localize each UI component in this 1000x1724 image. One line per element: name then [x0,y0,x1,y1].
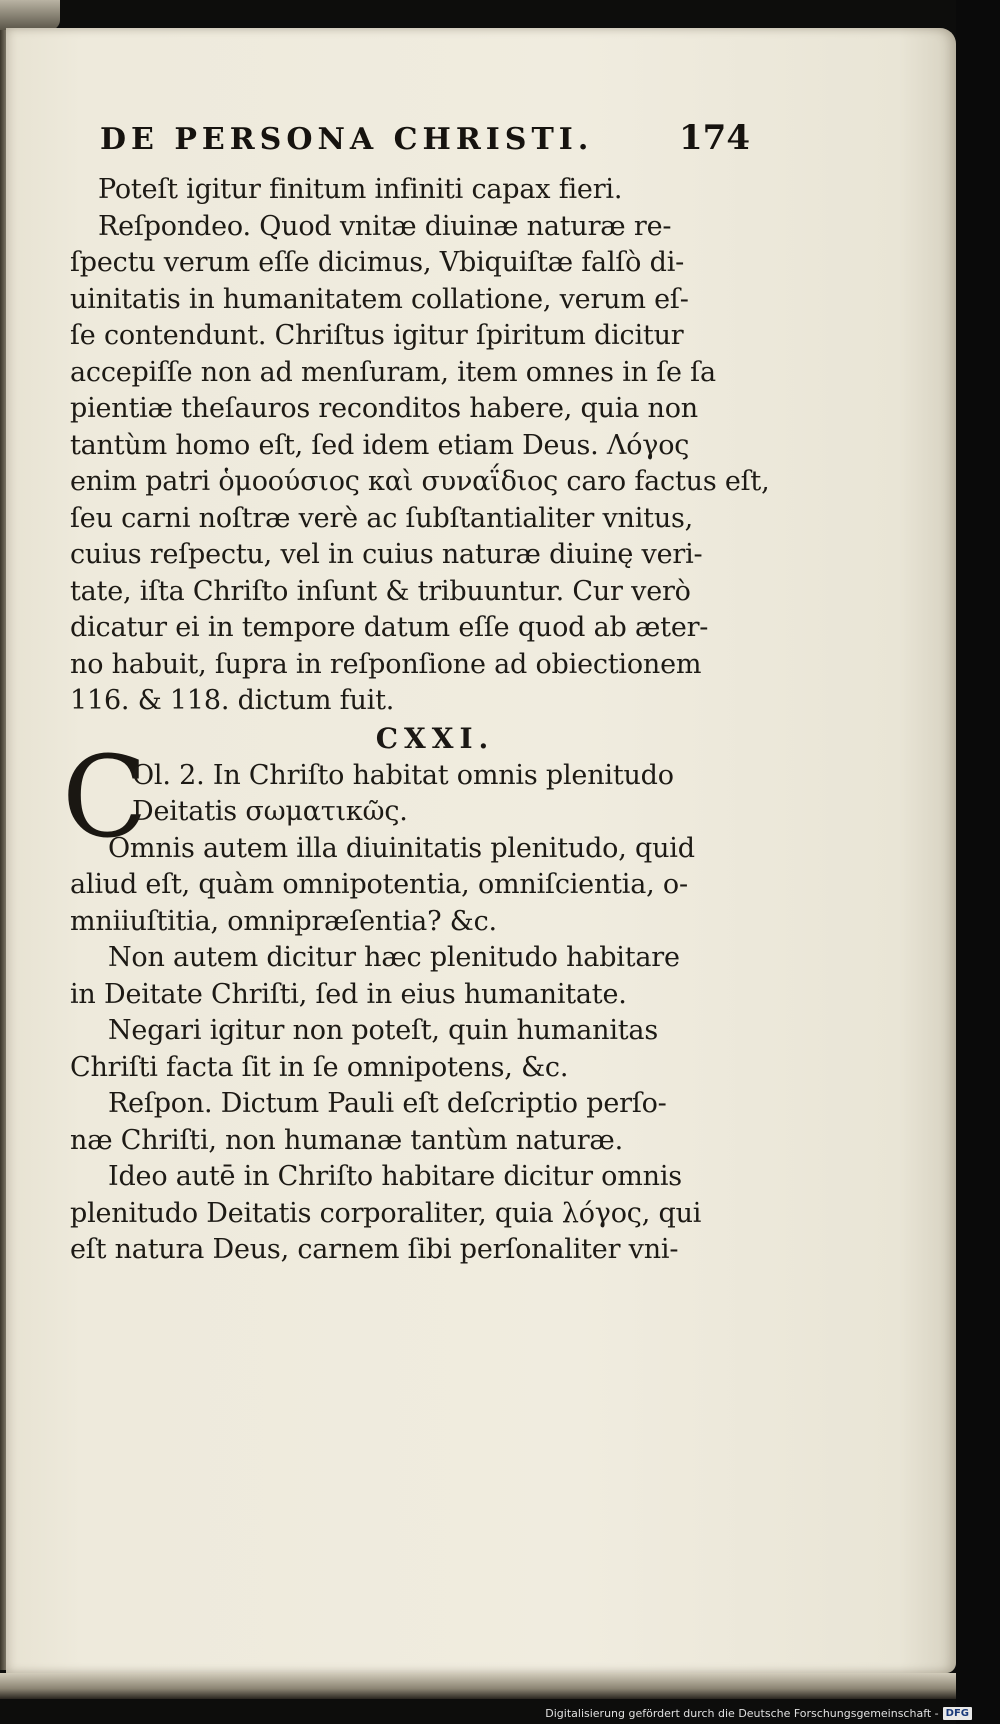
background-right [956,0,1000,1724]
text-line: cuius reſpectu, vel in cuius naturæ diuinę veri- [70,539,703,570]
text-line: pientiæ theſauros reconditos habere, quia non [70,393,698,424]
book-edge-bottom [0,1673,956,1699]
text-line: plenitudo Deitatis corporaliter, quia λόγος, qui [70,1197,702,1229]
text-line: 116. & 118. dictum fuit. [70,685,395,716]
dfg-logo: DFG [943,1707,972,1720]
text-line: næ Chriſti, non humanæ tantùm naturæ. [70,1124,623,1156]
book-edge-top [0,0,60,30]
section-number: CXXI. [375,721,495,755]
text-line: no habuit, ſupra in reſponſione ad obiectionem [70,648,702,680]
text-line: ſeu carni noſtræ verè ac ſubſtantialiter vnitus, [70,502,694,534]
text-line: Negari igitur non poteſt, quin humanitas [108,1015,658,1046]
text-line: Reſpondeo. Quod vnitæ diuinæ naturæ re- [98,210,672,242]
text-line: dicatur ei in tempore datum eſſe quod ab æter- [70,612,709,643]
text-line: tate, iſta Chriſto inſunt & tribuuntur. Cur verò [70,575,691,607]
text-line: in Deitate Chriſti, ſed in eius humanitate. [70,978,627,1010]
page-number: 174 [679,118,750,158]
section-body [70,831,750,1269]
text-line: eſt natura Deus, carnem ſibi perſonaliter vni- [70,1234,679,1265]
text-line: mniiuſtitia, omnipræſentia? &c. [70,905,497,937]
text-line: enim patri ὁμοούσιος καὶ συναΐδιος caro factus eſt, [70,466,770,497]
text-line: Omnis autem illa diuinitatis plenitudo, quid [108,832,695,864]
text-line: Poteſt igitur finitum infiniti capax fieri. [98,174,623,205]
text-line: aliud eſt, quàm omnipotentia, omniſcientia, o- [70,869,688,900]
text-line: Ideo autē in Chriſto habitare dicitur omnis [108,1161,682,1192]
text-line: Ol. 2. In Chriſto habitat omnis plenitudo [132,759,674,791]
paragraph-response [70,172,770,720]
text-line: Chriſti facta ſit in ſe omnipotens, &c. [70,1051,569,1083]
digitization-credit [545,1707,972,1720]
text-line: Reſpon. Dictum Pauli eſt deſcriptio perſo- [108,1088,667,1119]
drop-cap-initial: C [62,732,148,863]
text-line: Deitatis σωματικῶς. [132,796,408,827]
text-line: ſpectu verum eſſe dicimus, Vbiquiſtæ falſò di- [70,247,685,278]
running-title: DE PERSONA CHRISTI. [100,122,594,157]
text-line: Non autem dicitur hæc plenitudo habitare [108,942,680,973]
text-line: uinitatis in humanitatem collatione, verum eſ- [70,283,689,315]
text-line: ſe contendunt. Chriſtus igitur ſpiritum dicitur [70,320,684,351]
text-line: accepiſſe non ad menſuram, item omnes in ſe ſa [70,356,716,388]
text-line: tantùm homo eſt, ſed idem etiam Deus. Λόγος [70,429,690,461]
page-text [62,118,770,1269]
credit-text: Digitalisierung gefördert durch die Deutsche Forschungsgemeinschaft - [545,1707,939,1720]
running-head [100,118,750,166]
